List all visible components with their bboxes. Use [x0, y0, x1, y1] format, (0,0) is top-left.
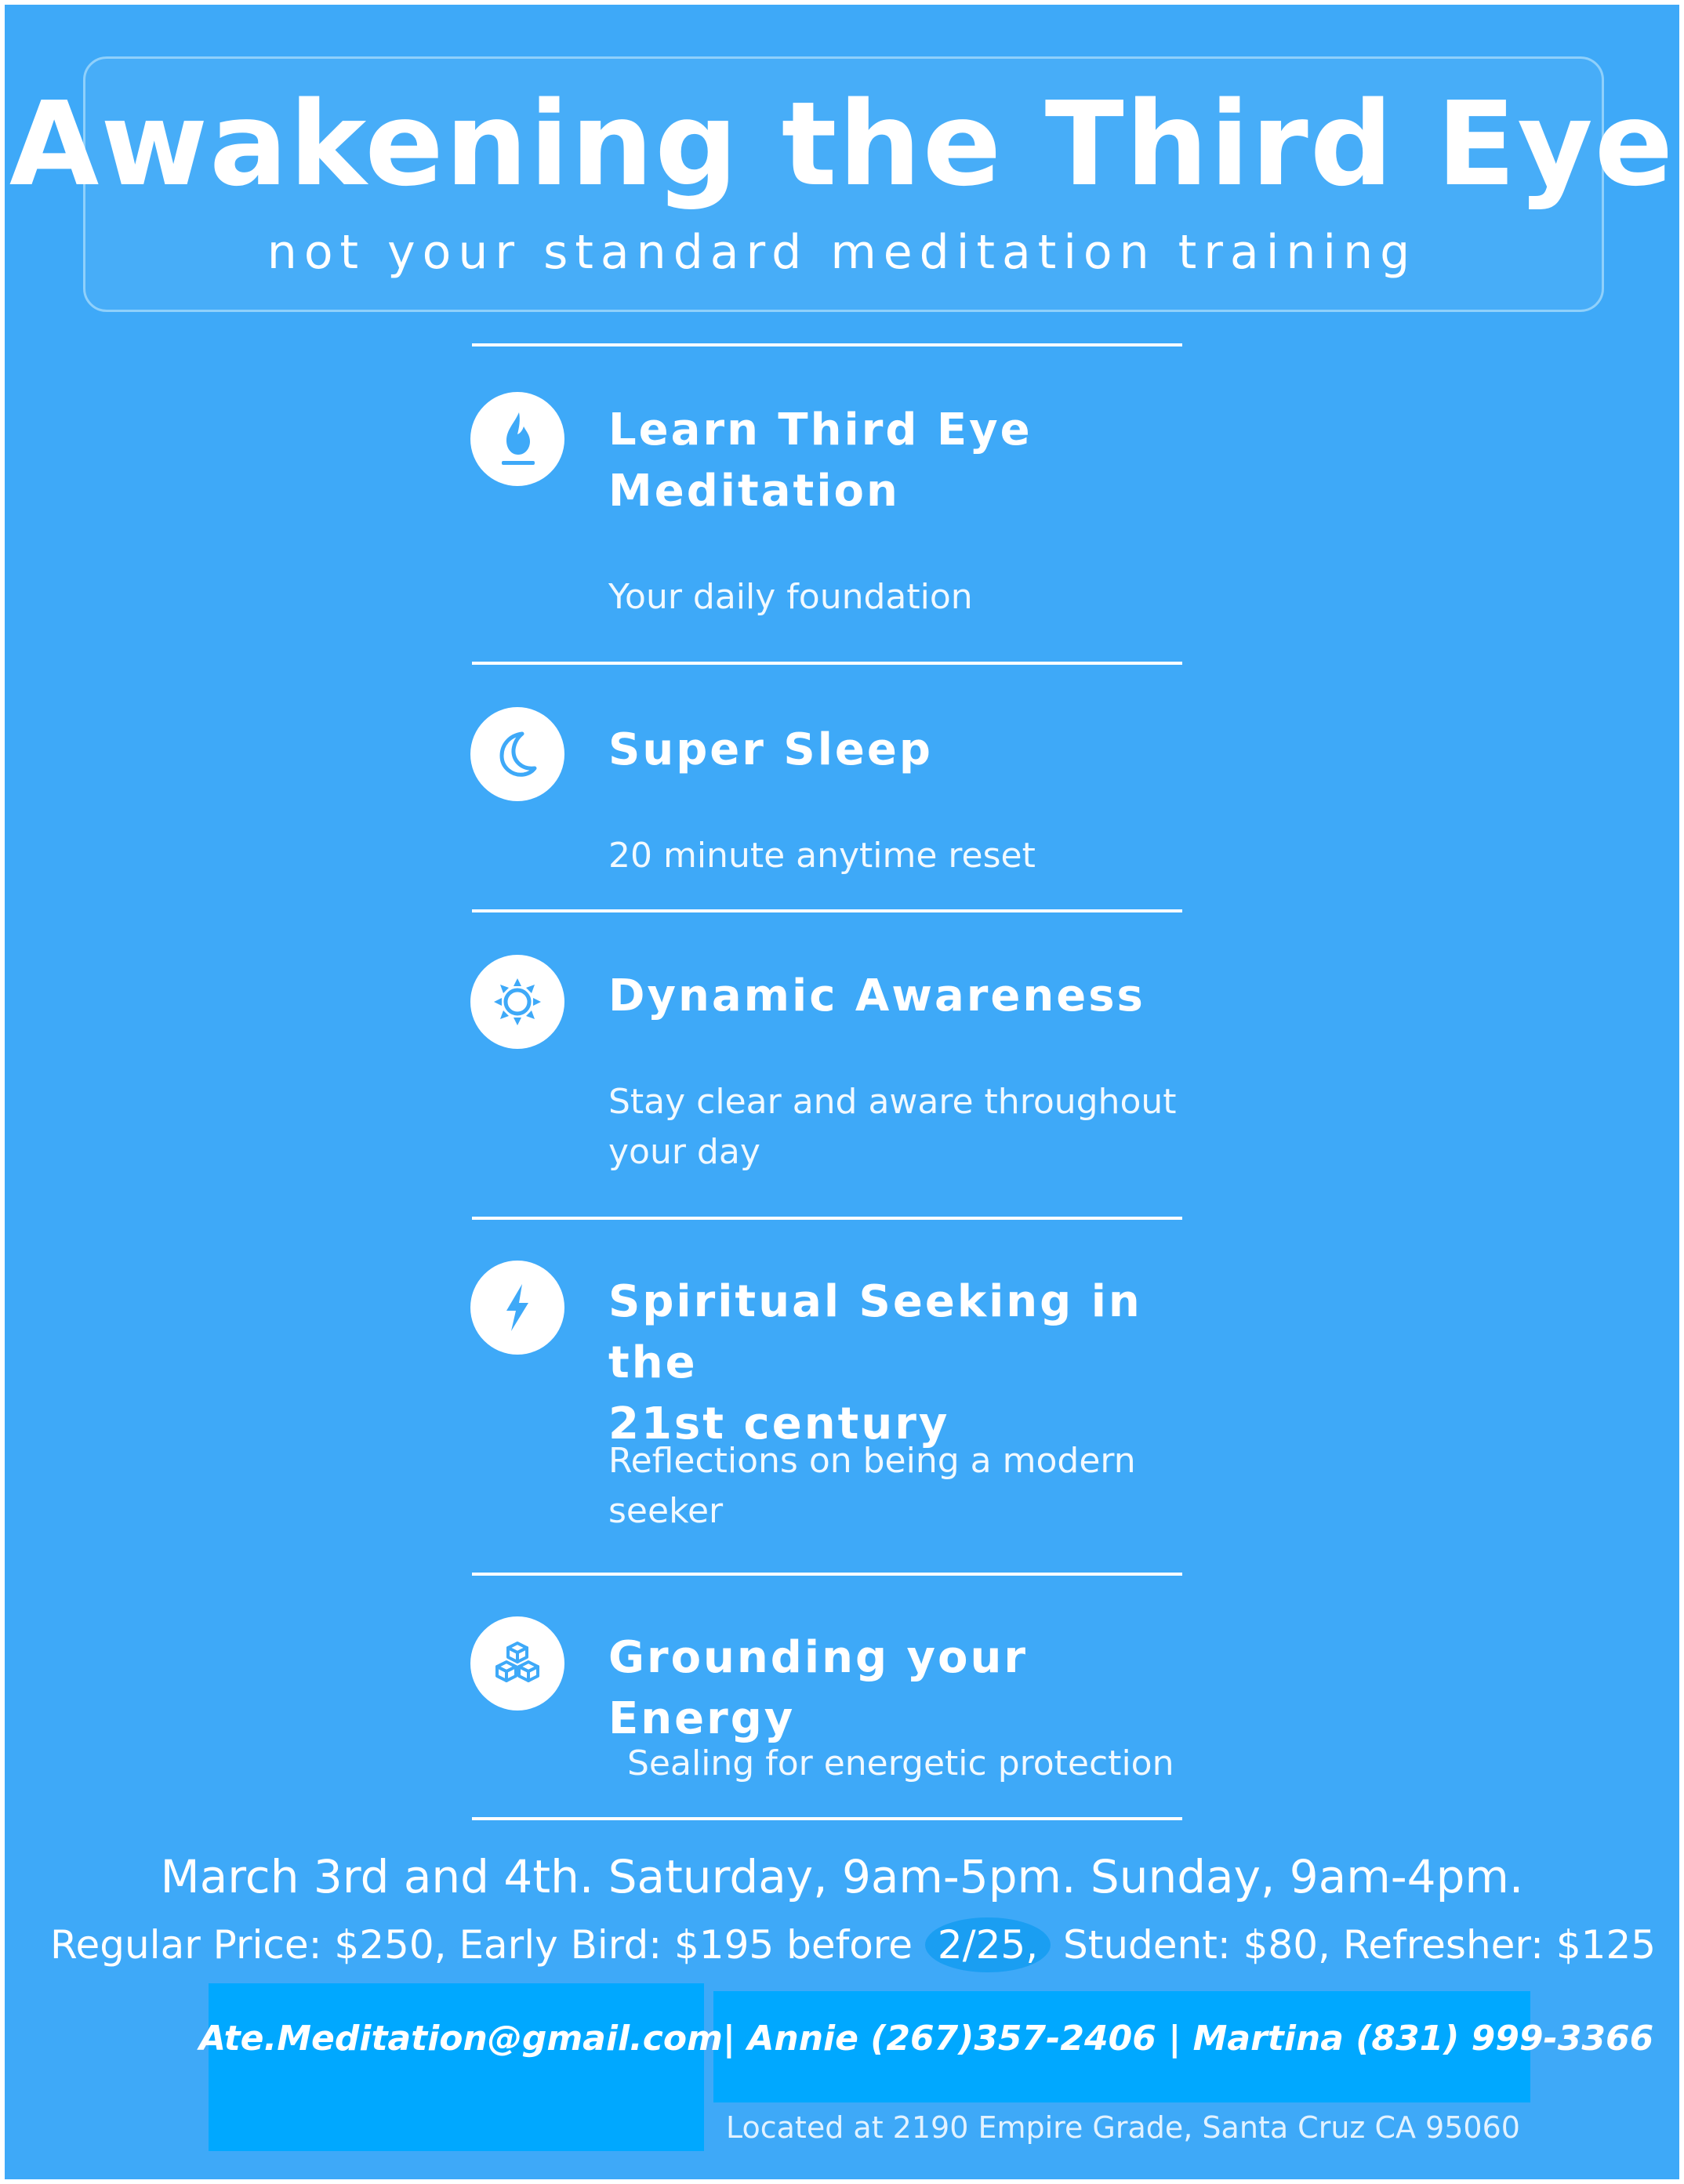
feature-title: Dynamic Awareness — [608, 970, 1145, 1021]
poster-title: Awakening the Third Eye — [9, 77, 1675, 212]
feature-desc: Reflections on being a modern seeker — [608, 1441, 1136, 1531]
poster-subtitle: not your standard meditation training — [267, 225, 1417, 280]
student-price: Student: $80, — [1063, 1922, 1330, 1968]
early-bird-price: Early Bird: $195 before — [459, 1922, 913, 1968]
sun-icon — [470, 955, 564, 1049]
divider — [472, 662, 1182, 665]
contact-separator: | — [1168, 2019, 1181, 2059]
contact-line — [199, 2012, 1653, 2066]
poster — [5, 5, 1679, 2179]
phone-martina[interactable]: Martina (831) 999-3366 — [1192, 2019, 1654, 2059]
contact-separator: | — [722, 2019, 735, 2059]
cubes-icon — [470, 1616, 564, 1711]
divider — [472, 343, 1182, 346]
feature-title: Super Sleep — [608, 724, 933, 775]
divider — [472, 909, 1182, 912]
lightning-icon — [470, 1261, 564, 1355]
divider — [472, 1573, 1182, 1576]
contact-box-left — [209, 1983, 704, 2151]
feature-desc: Sealing for energetic protection — [627, 1743, 1174, 1783]
feature-desc: Your daily foundation — [608, 577, 973, 617]
refresher-price: Refresher: $125 — [1342, 1922, 1657, 1968]
divider — [472, 1817, 1182, 1820]
email-link[interactable]: Ate.Meditation@gmail.com — [199, 2019, 723, 2059]
feature-title: Spiritual Seeking in the 21st century — [608, 1276, 1142, 1449]
schedule-dates: March 3rd and 4th. Saturday, 9am-5pm. Sunday, 9am-4pm. — [160, 1850, 1524, 1903]
divider — [472, 1217, 1182, 1220]
feature-desc: 20 minute anytime reset — [608, 836, 1036, 876]
flame-icon — [470, 392, 564, 486]
regular-price: Regular Price: $250, — [50, 1922, 447, 1968]
feature-title: Grounding your Energy — [608, 1632, 1028, 1744]
moon-icon — [470, 707, 564, 801]
feature-desc: Stay clear and aware throughout your day — [608, 1082, 1177, 1172]
feature-title: Learn Third Eye Meditation — [608, 405, 1033, 517]
phone-annie[interactable]: Annie (267)357-2406 — [747, 2019, 1156, 2059]
location-address: Located at 2190 Empire Grade, Santa Cruz CA 95060 — [726, 2110, 1520, 2145]
early-bird-date: 2/25, — [925, 1917, 1051, 1972]
pricing-line — [50, 1917, 1656, 1972]
